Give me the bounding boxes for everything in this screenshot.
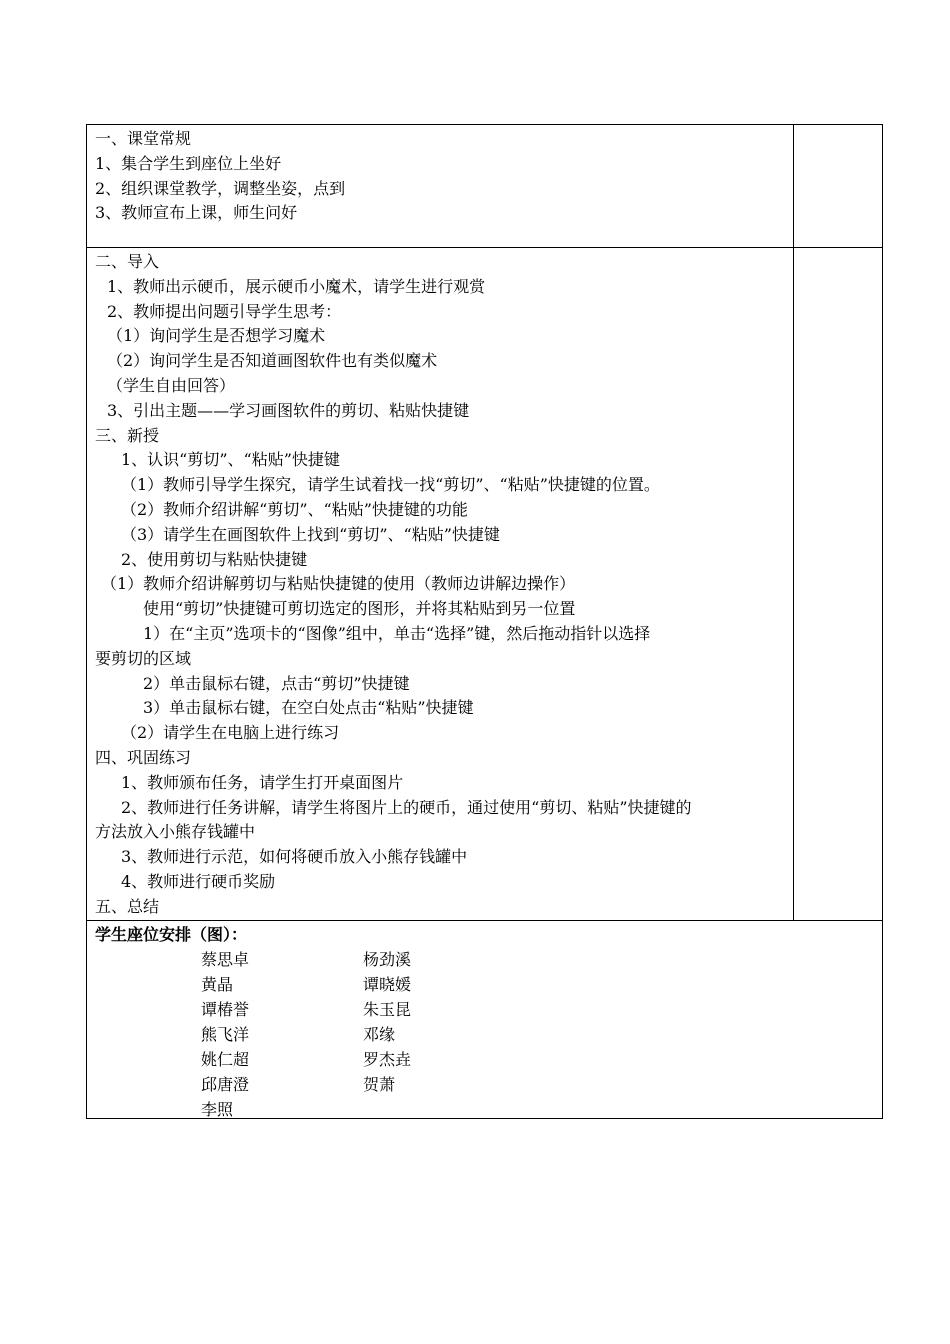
text-line: 要剪切的区域: [95, 648, 192, 668]
seating-chart: [87, 947, 882, 1117]
text-line: （学生自由回答）: [107, 375, 236, 395]
student-name: 罗杰垚: [363, 1049, 412, 1069]
student-name: 姚仁超: [201, 1049, 250, 1069]
lesson-plan-table: [86, 124, 883, 1119]
seating-title: 学生座位安排（图）：: [95, 924, 248, 944]
student-name: 朱玉昆: [363, 999, 412, 1019]
text-line: 2、组织课堂教学，调整坐姿，点到: [95, 178, 346, 198]
student-name: 蔡思卓: [201, 949, 250, 969]
section-heading: 一、课堂常规: [95, 129, 192, 148]
text-line: （1）询问学生是否想学习魔术: [107, 326, 326, 346]
text-line: 1、教师出示硬币，展示硬币小魔术，请学生进行观赏: [107, 276, 486, 296]
text-line: 4、教师进行硬币奖励: [121, 871, 276, 891]
text-line: （1）教师引导学生探究，请学生试着找一找“剪切”、“粘贴”快捷键的位置。: [121, 475, 660, 495]
section-heading: 三、新授: [95, 425, 160, 445]
student-name: 黄晶: [201, 974, 234, 994]
text-line: 2、教师提出问题引导学生思考：: [107, 301, 342, 321]
text-line: （2）教师介绍讲解“剪切”、“粘贴”快捷键的功能: [121, 499, 468, 519]
student-name: 贺萧: [363, 1074, 396, 1094]
text-line: 1、集合学生到座位上坐好: [95, 153, 282, 173]
text-line: 1）在“主页”选项卡的“图像”组中，单击“选择”键，然后拖动指针以选择: [143, 623, 651, 643]
text-line: 方法放入小熊存钱罐中: [95, 822, 256, 842]
notes-cell: [794, 248, 883, 921]
text-line: （2）请学生在电脑上进行练习: [121, 723, 340, 743]
section-heading: 五、总结: [95, 896, 160, 916]
text-line: 3、引出主题——学习画图软件的剪切、粘贴快捷键: [107, 400, 470, 420]
text-line: 3、教师进行示范，如何将硬币放入小熊存钱罐中: [121, 847, 468, 867]
notes-cell: [794, 125, 883, 248]
text-line: 1、教师颁布任务，请学生打开桌面图片: [121, 772, 404, 792]
text-line: （3）请学生在画图软件上找到“剪切”、“粘贴”快捷键: [121, 524, 500, 544]
text-line: 使用“剪切”快捷键可剪切选定的图形，并将其粘贴到另一位置: [143, 599, 576, 619]
text-line: （1）教师介绍讲解剪切与粘贴快捷键的使用（教师边讲解边操作）: [101, 574, 576, 594]
student-name: 谭椿誉: [201, 999, 250, 1019]
text-line: 3）单击鼠标右键，在空白处点击“粘贴”快捷键: [143, 698, 474, 718]
classroom-routine-cell: [87, 125, 794, 248]
student-name: 谭晓媛: [363, 974, 412, 994]
student-name: 邓缘: [363, 1024, 396, 1044]
student-name: 杨劲溪: [363, 949, 412, 969]
seat-column-right: [363, 947, 411, 1097]
seating-cell: [87, 920, 883, 1118]
text-line: 2、使用剪切与粘贴快捷键: [121, 549, 308, 569]
seat-column-left: [201, 947, 249, 1122]
student-name: 熊飞洋: [201, 1024, 250, 1044]
text-line: 2）单击鼠标右键，点击“剪切”快捷键: [143, 673, 410, 693]
text-line: 2、教师进行任务讲解，请学生将图片上的硬币，通过使用“剪切、粘贴”快捷键的: [121, 797, 692, 817]
student-name: 李照: [201, 1099, 234, 1119]
text-line: 3、教师宣布上课，师生问好: [95, 203, 298, 223]
student-name: 邱唐澄: [201, 1074, 250, 1094]
text-line: 1、认识“剪切”、“粘贴”快捷键: [121, 450, 340, 470]
text-line: （2）询问学生是否知道画图软件也有类似魔术: [107, 351, 438, 371]
section-heading: 二、导入: [95, 252, 160, 271]
section-heading: 四、巩固练习: [95, 747, 192, 767]
teaching-process-cell: [87, 248, 794, 921]
